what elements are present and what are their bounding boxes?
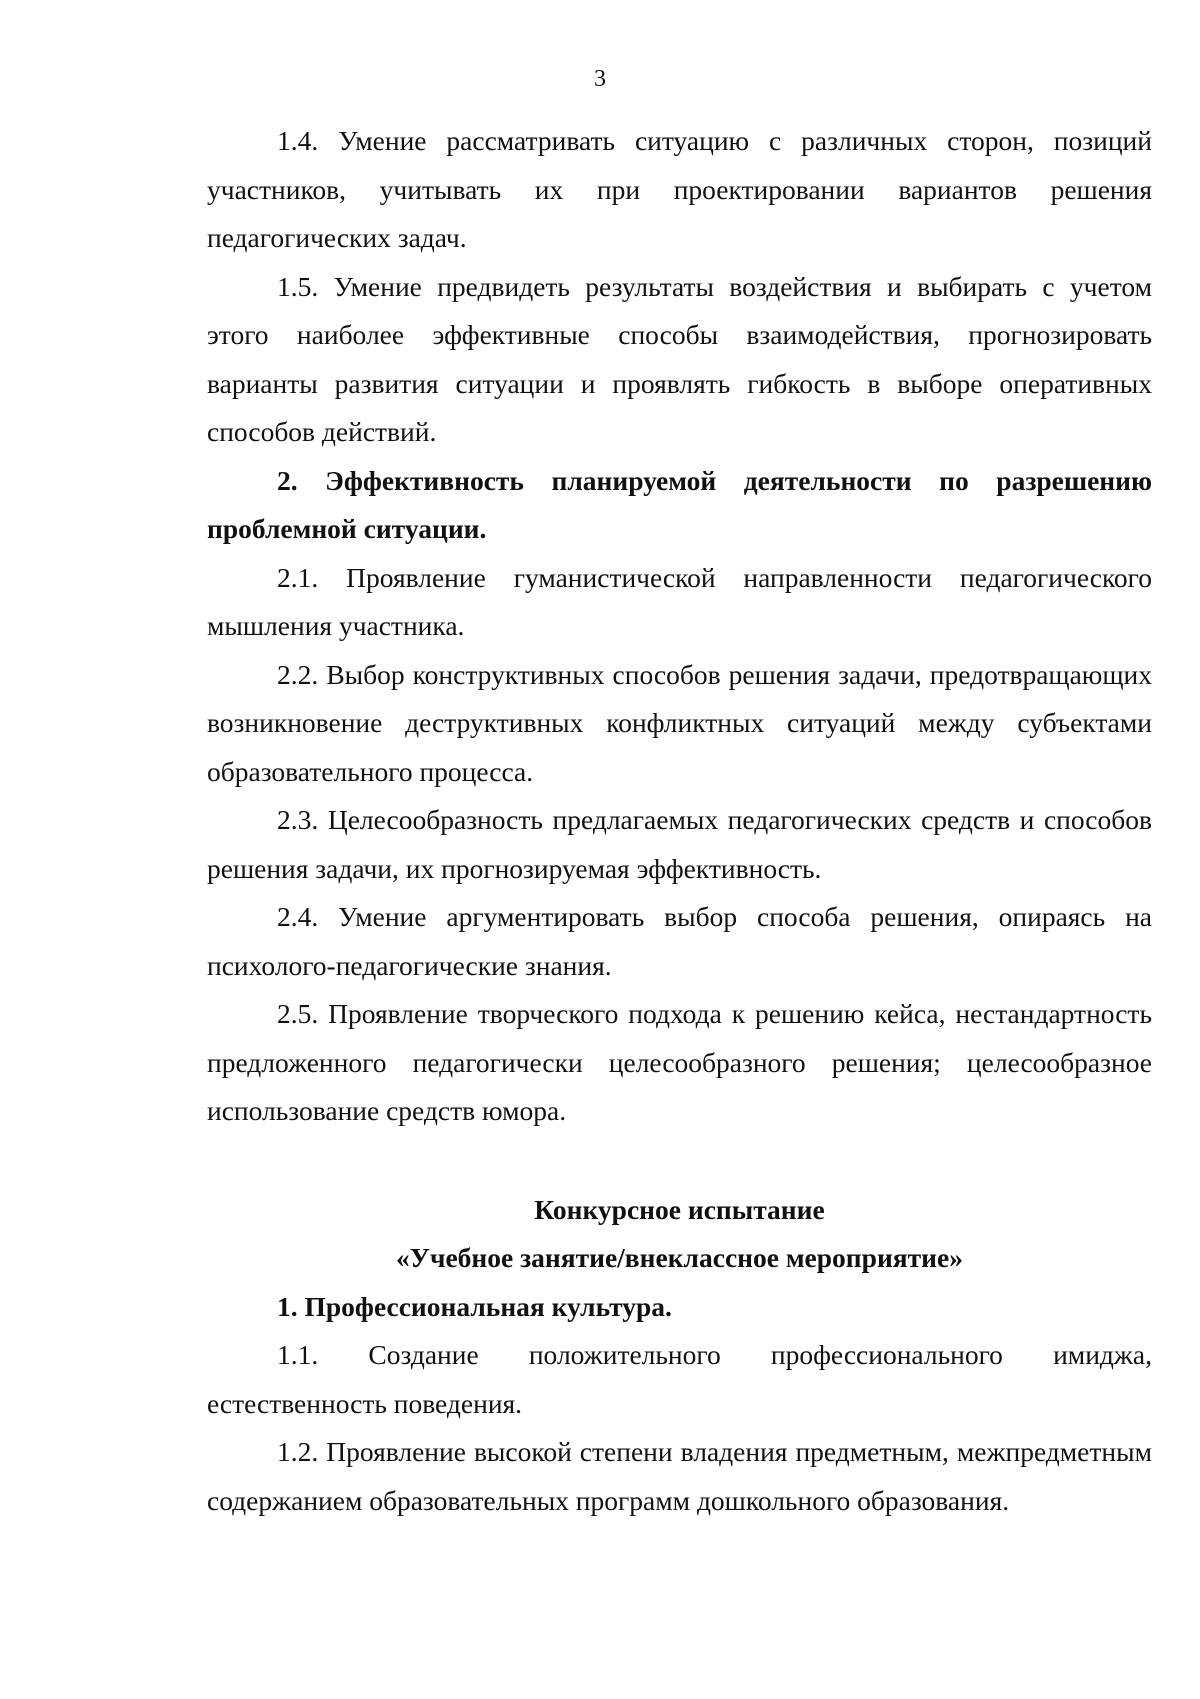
paragraph-2-3: 2.3. Целесообразность предлагаемых педагогических средств и способов решения задачи, их прогнозируемая эффективность.	[207, 804, 1152, 884]
section-2-heading: 2. Эффективность планируемой деятельности по разрешению проблемной ситуации.	[207, 464, 1152, 544]
section-spacer	[207, 1136, 1152, 1186]
paragraph-1-2: 1.2. Проявление высокой степени владения предметным, межпредметным содержанием образовательных программ дошкольного образования.	[207, 1436, 1152, 1516]
contest-title-line-2: «Учебное занятие/внеклассное мероприятие»	[396, 1242, 963, 1273]
section-1-heading: 1. Профессиональная культура.	[277, 1290, 672, 1322]
paragraph-2-5: 2.5. Проявление творческого подхода к решению кейса, нестандартность предложенного педагогически целесообразного решения; целесообразное использование средств юмора.	[207, 998, 1152, 1126]
paragraph-2-1: 2.1. Проявление гуманистической направленности педагогического мышления участника.	[207, 561, 1152, 641]
paragraph-1-5: 1.5. Умение предвидеть результаты воздействия и выбирать с учетом этого наиболее эффективные способы взаимодействия, прогнозировать варианты развития ситуации и проявлять гибкость в выборе оперативных способов действий.	[207, 270, 1152, 447]
contest-title-line-1: Конкурсное испытание	[534, 1193, 825, 1225]
document-body	[207, 117, 1152, 1525]
paragraph-1-1: 1.1. Создание положительного профессионального имиджа, естественность поведения.	[207, 1339, 1152, 1419]
paragraph-2-2: 2.2. Выбор конструктивных способов решения задачи, предотвращающих возникновение деструктивных конфликтных ситуаций между субъектами образовательного процесса.	[207, 658, 1152, 787]
page-number: 3	[594, 66, 606, 92]
paragraph-2-4: 2.4. Умение аргументировать выбор способа решения, опираясь на психолого-педагогические знания.	[207, 901, 1152, 981]
paragraph-1-4: 1.4. Умение рассматривать ситуацию с различных сторон, позиций участников, учитывать их при проектировании вариантов решения педагогических задач.	[207, 125, 1152, 253]
